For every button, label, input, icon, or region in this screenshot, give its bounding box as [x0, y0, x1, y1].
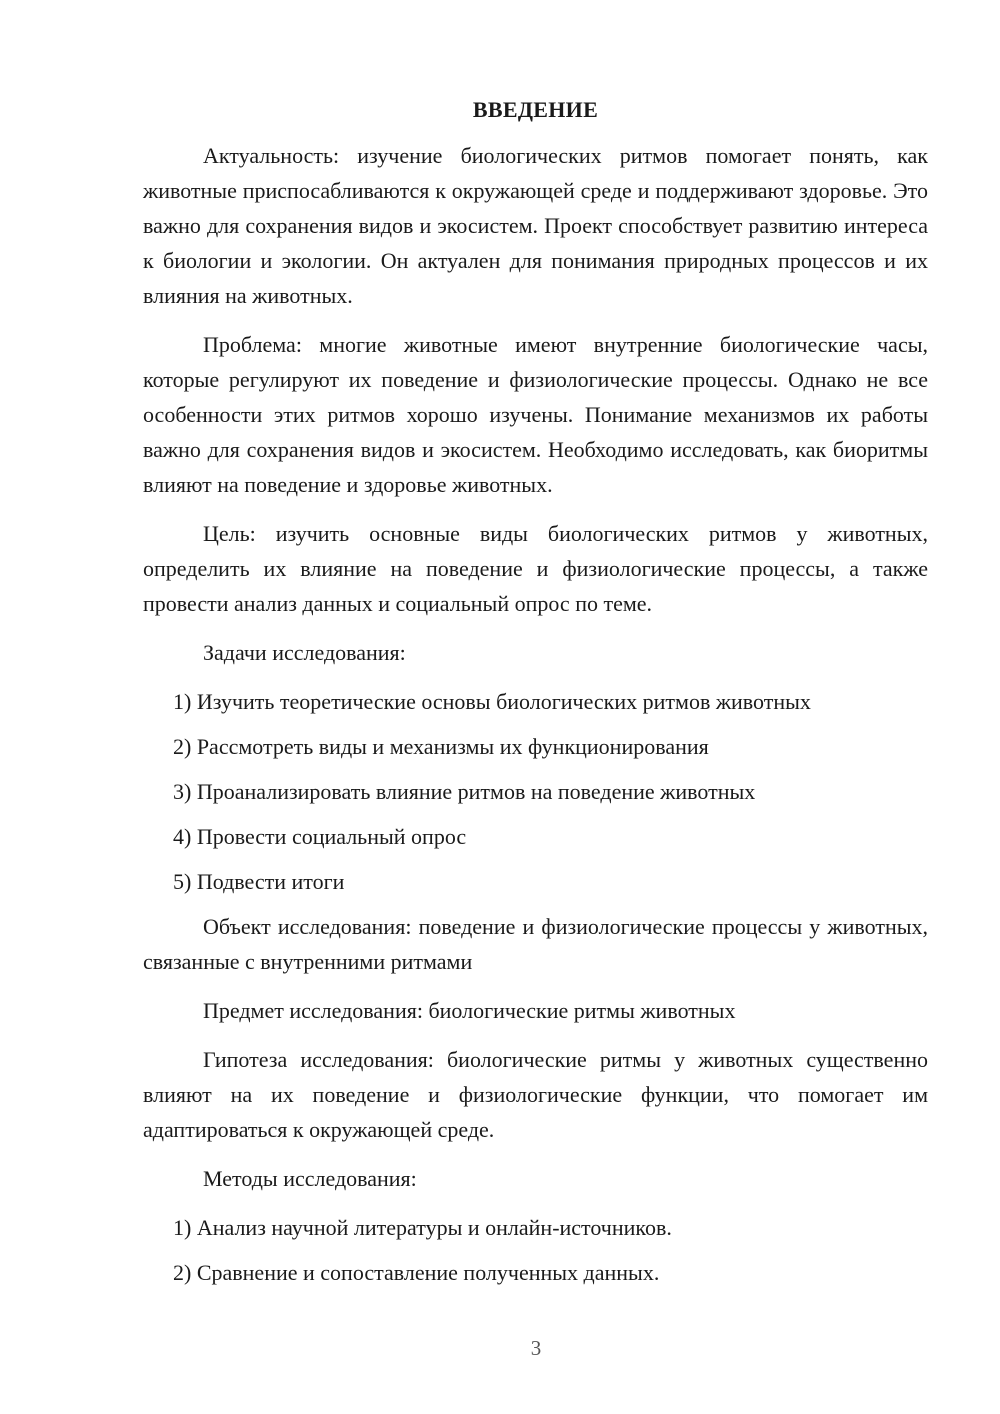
hypothesis-paragraph: Гипотеза исследования: биологические ритмы у животных существенно влияют на их поведение и физиологические функции, что помогает им адаптироваться к окружающей среде.: [143, 1047, 928, 1142]
list-item: 3) Проанализировать влияние ритмов на поведение животных: [173, 779, 756, 804]
methods-list: [143, 1210, 928, 1290]
document-page: [143, 96, 928, 1300]
list-item: 5) Подвести итоги: [173, 869, 345, 894]
tasks-label: Задачи исследования:: [203, 640, 406, 665]
methods-label: Методы исследования:: [203, 1166, 417, 1191]
subject-paragraph: Предмет исследования: биологические ритмы животных: [203, 998, 736, 1023]
list-item: 2) Сравнение и сопоставление полученных данных.: [173, 1260, 660, 1285]
problem-paragraph: Проблема: многие животные имеют внутренние биологические часы, которые регулируют их поведение и физиологические процессы. Однако не все особенности этих ритмов хорошо изучены. Понимание механизмов их работы важно для сохранения видов и экосистем. Необходимо исследовать, как биоритмы влияют на поведение и здоровье животных.: [143, 332, 928, 497]
list-item: 1) Анализ научной литературы и онлайн-источников.: [173, 1215, 672, 1240]
list-item: 4) Провести социальный опрос: [173, 824, 467, 849]
tasks-list: [143, 684, 928, 899]
page-number: 3: [530, 1336, 542, 1360]
object-paragraph: Объект исследования: поведение и физиологические процессы у животных, связанные с внутренними ритмами: [143, 914, 928, 974]
goal-paragraph: Цель: изучить основные виды биологических ритмов у животных, определить их влияние на поведение и физиологические процессы, а также провести анализ данных и социальный опрос по теме.: [143, 521, 928, 616]
list-item: 2) Рассмотреть виды и механизмы их функционирования: [173, 734, 709, 759]
relevance-paragraph: Актуальность: изучение биологических ритмов помогает понять, как животные приспосабливаются к окружающей среде и поддерживают здоровье. Это важно для сохранения видов и экосистем. Проект способствует развитию интереса к биологии и экологии. Он актуален для понимания природных процессов и их влияния на животных.: [143, 143, 928, 308]
page-title: ВВЕДЕНИЕ: [472, 97, 599, 122]
list-item: 1) Изучить теоретические основы биологических ритмов животных: [173, 689, 811, 714]
